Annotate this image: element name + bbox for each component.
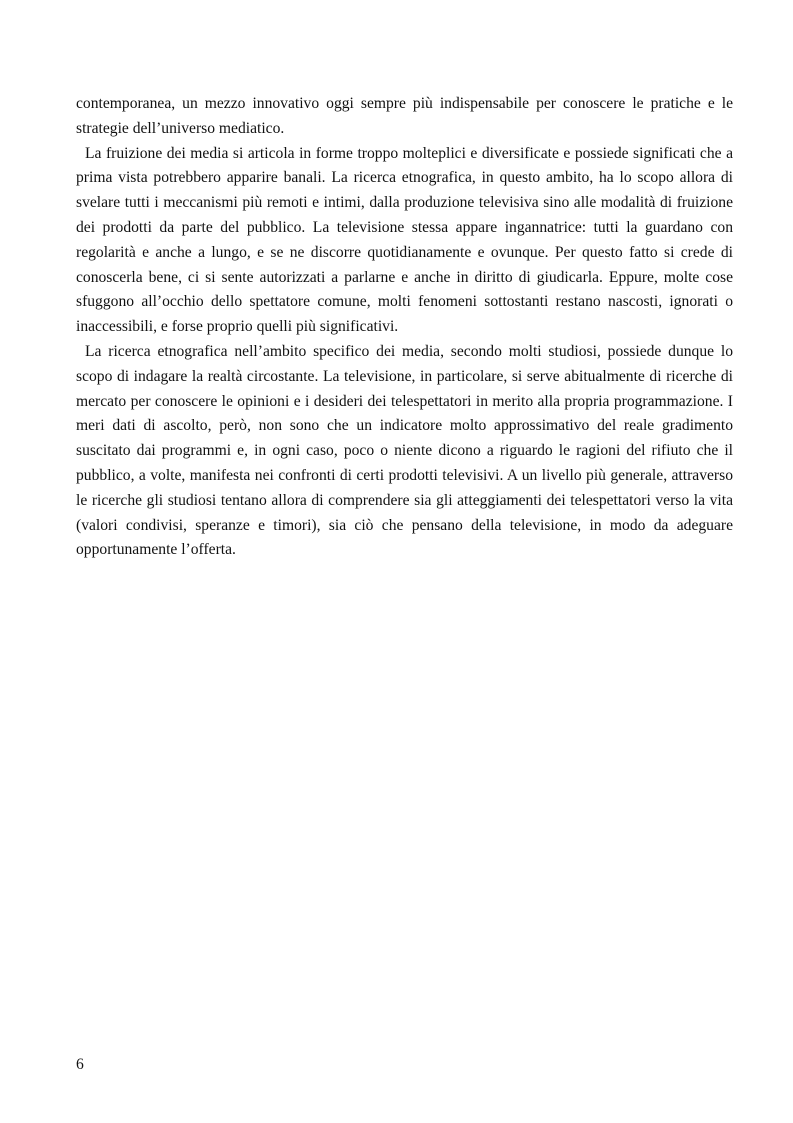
page-number: 6 xyxy=(76,1056,84,1073)
paragraph-ethnographic-research: La ricerca etnografica nell’ambito specifico dei media, secondo molti studiosi, possiede dunque lo scopo di indagare la realtà circostante. La televisione, in particolare, si serve abitualmente di ricerche di mercato per conoscere le opinioni e i desideri dei telespettatori in merito alla propria programmazione. I meri dati di ascolto, però, non sono che un indicatore molto approssimativo del reale gradimento suscitato dai programmi e, in ogni caso, poco o niente dicono a riguardo le ragioni del rifiuto che il pubblico, a volte, manifesta nei confronti di certi prodotti televisivi. A un livello più generale, attraverso le ricerche gli studiosi tentano allora di comprendere sia gli atteggiamenti dei telespettatori verso la vita (valori condivisi, speranze e timori), sia ciò che pensano della televisione, in modo da adeguare opportunamente l’offerta. xyxy=(76,342,733,559)
paragraph-continuation: contemporanea, un mezzo innovativo oggi sempre più indispensabile per conoscere le pratiche e le strategie dell’universo mediatico. xyxy=(76,95,733,137)
body-text xyxy=(76,92,733,563)
paragraph-media-fruition: La fruizione dei media si articola in forme troppo molteplici e diversificate e possiede significati che a prima vista potrebbero apparire banali. La ricerca etnografica, in questo ambito, ha lo scopo allora di svelare tutti i meccanismi più remoti e intimi, dalla produzione televisiva sino alle modalità di fruizione dei prodotti da parte del pubblico. La televisione stessa appare ingannatrice: tutti la guardano con regolarità e anche a lungo, e se ne discorre quotidianamente e ovunque. Per questo fatto si crede di conoscerla bene, ci si sente autorizzati a parlarne e anche in diritto di giudicarla. Eppure, molte cose sfuggono all’occhio dello spettatore comune, molti fenomeni sottostanti restano nascosti, ignorati o inaccessibili, e forse proprio quelli più significativi. xyxy=(76,144,733,336)
